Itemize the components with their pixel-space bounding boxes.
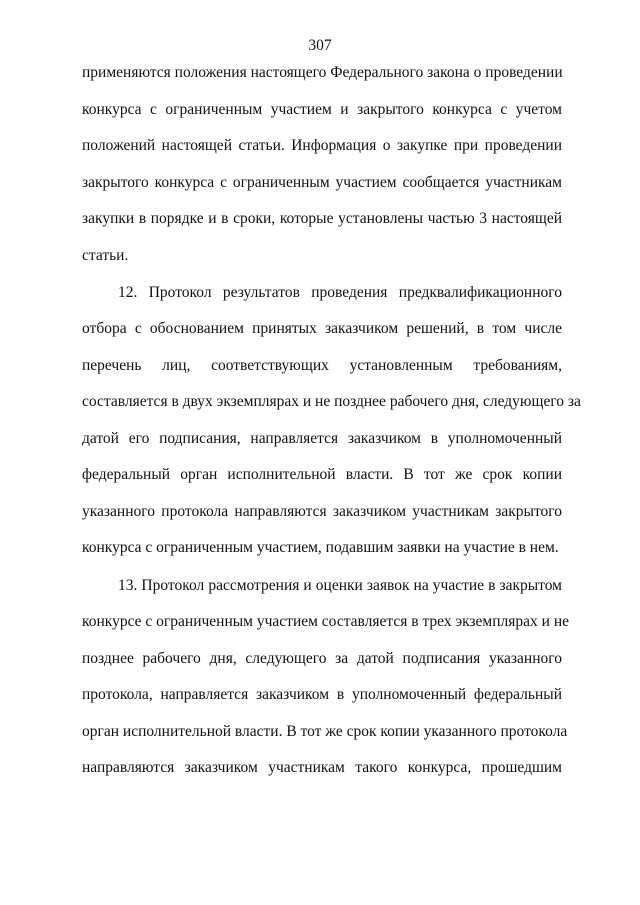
text-line: закупки в порядке и в сроки, которые установлены частью 3 настоящей	[82, 210, 562, 227]
text-line: конкурсе с ограниченным участием составляется в трех экземплярах и не	[82, 613, 570, 630]
text-line: конкурса с ограниченным участием и закрытого конкурса с учетом	[82, 101, 562, 118]
text-line: орган исполнительной власти. В тот же срок копии указанного протокола	[82, 723, 568, 740]
text-line: 13. Протокол рассмотрения и оценки заявок на участие в закрытом	[118, 577, 562, 594]
text-line: статьи.	[82, 247, 129, 264]
text-line: федеральный орган исполнительной власти. В тот же срок копии	[82, 466, 562, 483]
text-line: указанного протокола направляются заказчиком участникам закрытого	[82, 503, 562, 520]
text-line: конкурса с ограниченным участием, подавшим заявки на участие в нем.	[82, 539, 559, 556]
text-line: составляется в двух экземплярах и не позднее рабочего дня, следующего за	[82, 393, 581, 410]
text-line: направляются заказчиком участникам такого конкурса, прошедшим	[82, 759, 562, 776]
text-line: перечень лиц, соответствующих установленным требованиям,	[82, 357, 562, 374]
text-line: позднее рабочего дня, следующего за датой подписания указанного	[82, 650, 562, 667]
text-line: закрытого конкурса с ограниченным участием сообщается участникам	[82, 174, 562, 191]
text-line: датой его подписания, направляется заказчиком в уполномоченный	[82, 430, 562, 447]
text-line: отбора с обоснованием принятых заказчиком решений, в том числе	[82, 320, 562, 337]
text-line: 12. Протокол результатов проведения предквалификационного	[118, 284, 562, 301]
text-line: применяются положения настоящего Федерального закона о проведении	[82, 64, 563, 81]
text-line: протокола, направляется заказчиком в уполномоченный федеральный	[82, 686, 562, 703]
page-number: 307	[308, 37, 332, 54]
text-line: положений настоящей статьи. Информация о закупке при проведении	[82, 137, 562, 154]
